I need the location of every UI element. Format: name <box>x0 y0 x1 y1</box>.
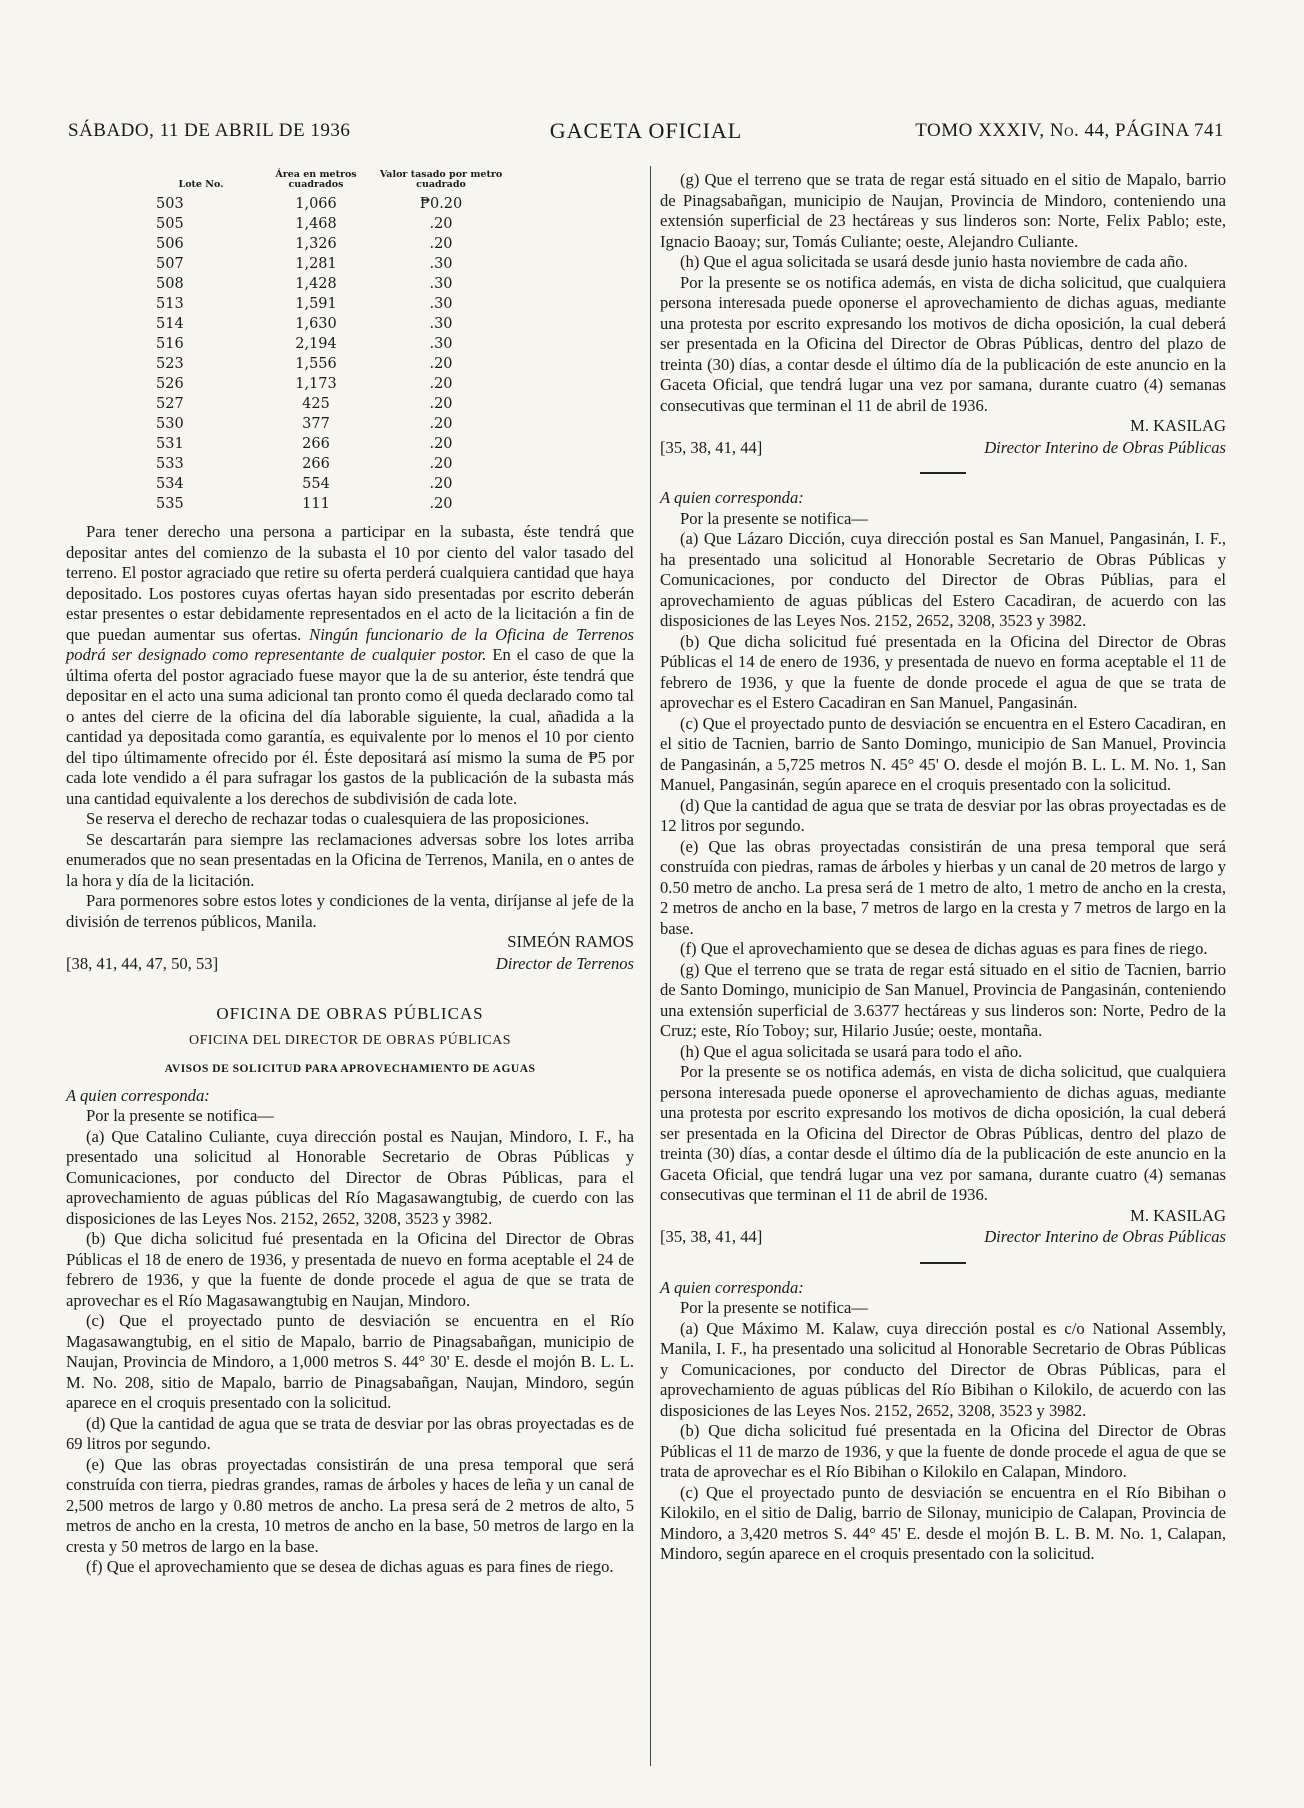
lot-cell: 530 <box>156 416 184 432</box>
signature-block <box>66 954 634 975</box>
clause-b: (b) Que dicha solicitud fué presentada en la Oficina del Director de Obras Públicas el 18 de enero de 1936, y presentada de nuevo en forma aceptable el 24 de febrero de 1936, y que la fuente de donde procede el agua de que se trata de aprovechar es el Río Magasawangtubig en Naujan, Mindoro. <box>66 1229 634 1310</box>
details-paragraph: Para pormenores sobre estos lotes y condiciones de la venta, diríjanse al jefe de la división de terrenos públicos, Manila. <box>66 891 634 931</box>
lot-cell: 526 <box>156 376 184 392</box>
clause-b: (b) Que dicha solicitud fué presentada en la Oficina del Director de Obras Públicas el 11 de marzo de 1936, y que la fuente de donde procede el agua de que se trata de aprovechar es el Río Bibihan o Kilokilo en Calapan, Mindoro. <box>660 1421 1226 1481</box>
lot-cell: 533 <box>156 456 184 472</box>
value-cell: .20 <box>429 476 453 492</box>
lot-table <box>146 170 506 514</box>
value-cell: .20 <box>429 396 453 412</box>
publication-refs: [35, 38, 41, 44] <box>660 1227 763 1246</box>
lot-cell: 505 <box>156 216 184 232</box>
header-date: SÁBADO, 11 DE ABRIL DE 1936 <box>68 120 351 141</box>
signature-title: Director Interino de Obras Públicas <box>984 437 1226 457</box>
signature-name: M. KASILAG <box>1130 416 1226 435</box>
notice-intro: Por la presente se notifica— <box>86 1106 275 1125</box>
lot-cell: 514 <box>156 316 184 332</box>
clause-e: (e) Que las obras proyectadas consistirán de una presa temporal que será construída con piedras, ramas de árboles y hierbas y un canal de 20 metros de largo y 0.50 metro de ancho. La presa será de 1 metro de alto, 1 metro de ancho en la cresta, 2 metros de ancho en la base, 7 metros de largo en la cresta y 7 metros de largo en la base. <box>660 836 1227 938</box>
value-cell: .20 <box>429 236 453 252</box>
clause-c: (c) Que el proyectado punto de desviación se encuentra en el Río Magasawangtubig, en el sitio de Mapalo, barrio de Pinagsabañgan, municipio de Naujan, Provincia de Mindoro, a 1,000 metros S. 44° 30' E. desde el mojón B. L. L. M. No. 208, sitio de Mapalo, barrio de Pinagsabañgan, Naujan, Mindoro, según aparece en el croquis presentado con la solicitud. <box>66 1311 634 1412</box>
area-cell: 1,591 <box>295 296 337 312</box>
value-cell: .30 <box>429 256 453 272</box>
lot-cell: 534 <box>156 476 184 492</box>
claims-paragraph: Se descartarán para siempre las reclamaciones adversas sobre los lotes arriba enumerados que no sean presentadas en la Oficina de Terrenos, Manila, en o antes de la hora y día de la licitación. <box>66 829 634 890</box>
value-cell: .20 <box>429 376 453 392</box>
value-cell: .20 <box>429 356 453 372</box>
value-cell: .20 <box>429 496 453 512</box>
auction-text-2: En el caso de que la última oferta del postor agraciado fuese mayor que la de su anterior, éste tendrá que depositar en el acto una suma adicional tan pronto como él queda declarado como tal o antes del cierre de la oficina del día laborable siguiente, la cual, añadida a la cantidad ya depositada como garantía, es equivalente por lo menos el 10 por ciento del tipo últimamente ofrecido por él. Éste depositará así mismo la suma de ₱5 por cada lote vendido a él para sufragar los gastos de la publicación de la subasta más una cantidad equivalente a los derechos de subdivisión de cada lote. <box>66 645 634 808</box>
clause-g: (g) Que el terreno que se trata de regar está situado en el sitio de Tacnien, barrio de Santo Domingo, municipio de San Manuel, Provincia de Pangasinán, conteniendo una extensión superficial de 3.6377 hectáreas y sus linderos son: Norte, Pedro de la Cruz; este, Río Toboy; sur, Hilario Jusúe; oeste, montaña. <box>660 959 1226 1040</box>
table-row <box>146 414 506 434</box>
value-cell: .20 <box>429 416 453 432</box>
value-cell: .30 <box>429 316 453 332</box>
clause-f: (f) Que el aprovechamiento que se desea de dichas aguas es para fines de riego. <box>86 1557 614 1576</box>
area-cell: 111 <box>302 496 330 512</box>
lot-cell: 503 <box>156 196 184 212</box>
table-row <box>146 294 506 314</box>
clause-c: (c) Que el proyectado punto de desviación se encuentra en el Río Bibihan o Kilokilo, en el sitio de Dalig, barrio de Silonay, municipio de Calapan, Provincia de Mindoro, a 3,420 metros S. 44° 45' E. desde el mojón B. L. B. M. No. 1, Calapan, Mindoro, según aparece en el croquis presentado con la solicitud. <box>660 1482 1226 1563</box>
auction-paragraph <box>66 522 634 809</box>
area-cell: 377 <box>302 416 330 432</box>
table-row <box>146 234 506 254</box>
signature-block <box>660 438 1226 459</box>
area-cell: 1,556 <box>295 356 337 372</box>
clause-b: (b) Que dicha solicitud fué presentada en la Oficina del Director de Obras Públicas el 14 de enero de 1936, y presentada de nuevo en forma aceptable el 11 de febrero de 1936, y que la fuente de donde procede el agua de que se trata de aprovechar es el Estero Cacadiran en San Manuel, Pangasinán. <box>660 631 1226 712</box>
lot-cell: 516 <box>156 336 184 352</box>
notice-intro: Por la presente se notifica— <box>680 1298 869 1317</box>
value-cell: .20 <box>429 456 453 472</box>
table-row <box>146 434 506 454</box>
office-subtitle: OFICINA DEL DIRECTOR DE OBRAS PÚBLICAS <box>189 1032 511 1048</box>
table-row <box>146 254 506 274</box>
addressee: A quien corresponda: <box>66 1085 210 1105</box>
table-row <box>146 314 506 334</box>
page-header <box>68 112 1224 152</box>
office-title: OFICINA DE OBRAS PÚBLICAS <box>216 1004 484 1023</box>
area-cell: 1,281 <box>295 256 337 272</box>
signature-block <box>660 1227 1226 1248</box>
right-column <box>660 170 1226 1565</box>
notice-intro: Por la presente se notifica— <box>680 508 869 528</box>
lot-cell: 506 <box>156 236 184 252</box>
area-cell: 1,428 <box>295 276 337 292</box>
area-cell: 2,194 <box>295 336 337 352</box>
clause-a: (a) Que Máximo M. Kalaw, cuya dirección postal es c/o National Assembly, Manila, I. F., ha presentado una solicitud al Honorable Secretario de Obras Públicas y Comunicaciones, por conducto del Director de Obras Públicas, para el aprovechamiento de aguas públicas del Río Bibihan o Kilokilo, de acuerdo con las disposiciones de las Leyes Nos. 2152, 2652, 3208, 3523 y 3982. <box>660 1318 1226 1420</box>
lot-cell: 523 <box>156 356 184 372</box>
area-cell: 1,173 <box>295 376 337 392</box>
value-cell: ₱0.20 <box>419 196 463 212</box>
addressee: A quien corresponda: <box>660 488 804 507</box>
table-row <box>146 274 506 294</box>
area-cell: 1,630 <box>295 316 337 332</box>
value-cell: .30 <box>429 276 453 292</box>
area-cell: 1,066 <box>295 196 337 212</box>
value-cell: .20 <box>429 436 453 452</box>
clause-e: (e) Que las obras proyectadas consistirán de una presa temporal que será construída con tierra, piedras grandes, ramas de árboles y haces de leña y un canal de 2,500 metros de largo y 0.80 metros de ancho. La presa será de 2 metros de alto, 5 metros de ancho en la cresta, 10 metros de ancho en la base, 50 metros de largo en la cresta y 50 metros de largo en la base. <box>66 1454 634 1556</box>
table-row <box>146 454 506 474</box>
value-col-header: Valor tasado por metro cuadrado <box>379 169 503 190</box>
left-column <box>66 170 634 1578</box>
lot-col-header: Lote No. <box>178 179 224 190</box>
area-col-header: Área en metros cuadrados <box>275 169 357 190</box>
clause-h: (h) Que el agua solicitada se usará para todo el año. <box>680 1041 1023 1061</box>
publication-refs: [38, 41, 44, 47, 50, 53] <box>66 953 219 973</box>
addressee: A quien corresponda: <box>660 1277 804 1297</box>
lot-cell: 508 <box>156 276 184 292</box>
section-separator <box>920 472 966 474</box>
table-row <box>146 494 506 514</box>
auction-text-1: Para tener derecho una persona a participar en la subasta, éste tendrá que depositar antes del comienzo de la subasta el 10 por ciento del valor tasado del terreno. El postor agraciado que retire su oferta perderá cualquiera cantidad que haya depositado. Los postores cuyas ofertas hayan sido presentadas por escrito deberán estar presentes o estar debidamente representados en el acto de la licitación a fin de que puedan aumentar sus ofertas. <box>66 522 634 644</box>
lot-cell: 531 <box>156 436 184 452</box>
publication-refs: [35, 38, 41, 44] <box>660 437 763 457</box>
value-cell: .30 <box>429 336 453 352</box>
notices-heading: AVISOS DE SOLICITUD PARA APROVECHAMIENTO DE AGUAS <box>164 1063 536 1075</box>
area-cell: 554 <box>302 476 330 492</box>
clause-c: (c) Que el proyectado punto de desviación se encuentra en el Estero Cacadiran, en el sitio de Tacnien, barrio de Santo Domingo, municipio de San Manuel, Provincia de Pangasinán, a 5,725 metros N. 45° 45' O. desde el mojón B. L. L. M. No. 1, San Manuel, Pangasinán, según aparece en el croquis presentado con la solicitud. <box>660 713 1226 794</box>
lot-cell: 535 <box>156 496 184 512</box>
clause-d: (d) Que la cantidad de agua que se trata de desviar por las obras proyectadas es de 12 litros por segundo. <box>660 795 1226 835</box>
opposition-paragraph: Por la presente se os notifica además, en vista de dicha solicitud, que cualquiera persona interesada puede oponerse el aprovechamiento de dichas aguas, mediante una protesta por escrito expresando los motivos de dicha oposición, la cual deberá ser presentada en la Oficina del Director de Obras Públicas, dentro del plazo de treinta (30) días, a contar desde el último día de la publicación de este anuncio en la Gaceta Oficial, que tendrá lugar una vez por samana, durante cuatro (4) semanas consecutivas que terminan el 11 de abril de 1936. <box>660 1062 1226 1204</box>
clause-d: (d) Que la cantidad de agua que se trata de desviar por las obras proyectadas es de 69 litros por segundo. <box>66 1413 634 1453</box>
opposition-paragraph: Por la presente se os notifica además, en vista de dicha solicitud, que cualquiera persona interesada puede oponerse el aprovechamiento de dichas aguas, mediante una protesta por escrito expresando los motivos de dicha oposición, la cual deberá ser presentada en la Oficina del Director de Obras Públicas, dentro del plazo de treinta (30) días, a contar desde el último día de la publicación de este anuncio en la Gaceta Oficial, que tendrá lugar una vez por samana, durante cuatro (4) semanas consecutivas que terminan el 11 de abril de 1936. <box>660 272 1226 415</box>
area-cell: 1,326 <box>295 236 337 252</box>
area-cell: 425 <box>302 396 330 412</box>
lot-cell: 507 <box>156 256 184 272</box>
signature-title: Director de Terrenos <box>495 953 634 973</box>
value-cell: .20 <box>429 216 453 232</box>
area-cell: 266 <box>302 456 330 472</box>
table-row <box>146 214 506 234</box>
table-row <box>146 194 506 214</box>
lot-cell: 513 <box>156 296 184 312</box>
table-row <box>146 474 506 494</box>
clause-a: (a) Que Lázaro Dicción, cuya dirección postal es San Manuel, Pangasinán, I. F., ha presentado una solicitud al Honorable Secretario de Obras Públicas y Comunicaciones, por conducto del Director de Obras Públias, para el aprovechamiento de aguas públicas del Estero Cacadiran, de acuerdo con las disposiciones de las Leyes Nos. 2152, 2652, 3208, 3523 y 3982. <box>660 529 1226 630</box>
clause-f: (f) Que el aprovechamiento que se desea de dichas aguas es para fines de riego. <box>680 939 1208 958</box>
table-row <box>146 334 506 354</box>
reserve-paragraph: Se reserva el derecho de rechazar todas o cualesquiera de las proposiciones. <box>86 809 590 828</box>
header-volume: TOMO XXXIV, No. 44, PÁGINA 741 <box>915 120 1224 141</box>
table-row <box>146 374 506 394</box>
clause-g: (g) Que el terreno que se trata de regar está situado en el sitio de Mapalo, barrio de Pinagsabañgan, municipio de Naujan, Provincia de Mindoro, conteniendo una extensión superficial de 23 hectáreas y sus linderos son: Norte, Felix Pablo; este, Ignacio Baoay; sur, Tomás Culiante; oeste, Alejandro Culiante. <box>660 170 1226 251</box>
signature-name: M. KASILAG <box>1130 1205 1226 1225</box>
auction-text-italic: Ningún funcionario de la Oficina de Terrenos podrá ser designado como representante de cualquier postor. <box>66 624 635 664</box>
column-divider <box>650 166 651 1766</box>
clause-h: (h) Que el agua solicitada se usará desde junio hasta noviembre de cada año. <box>680 252 1188 271</box>
clause-a: (a) Que Catalino Culiante, cuya dirección postal es Naujan, Mindoro, I. F., ha presentado una solicitud al Honorable Secretario de Obras Públicas y Comunicaciones, por conducto del Director de Obras Públicas, para el aprovechamiento de aguas públicas del Río Magasawangtubig, de cuerdo con las disposiciones de las Leyes Nos. 2152, 2652, 3208, 3523 y 3982. <box>66 1126 634 1228</box>
signature-title: Director Interino de Obras Públicas <box>984 1227 1226 1246</box>
area-cell: 266 <box>302 436 330 452</box>
section-separator <box>920 1262 966 1264</box>
signature-name: SIMEÓN RAMOS <box>507 932 634 951</box>
table-row <box>146 394 506 414</box>
lot-cell: 527 <box>156 396 184 412</box>
table-row <box>146 354 506 374</box>
value-cell: .30 <box>429 296 453 312</box>
area-cell: 1,468 <box>295 216 337 232</box>
header-title: GACETA OFICIAL <box>549 118 743 143</box>
